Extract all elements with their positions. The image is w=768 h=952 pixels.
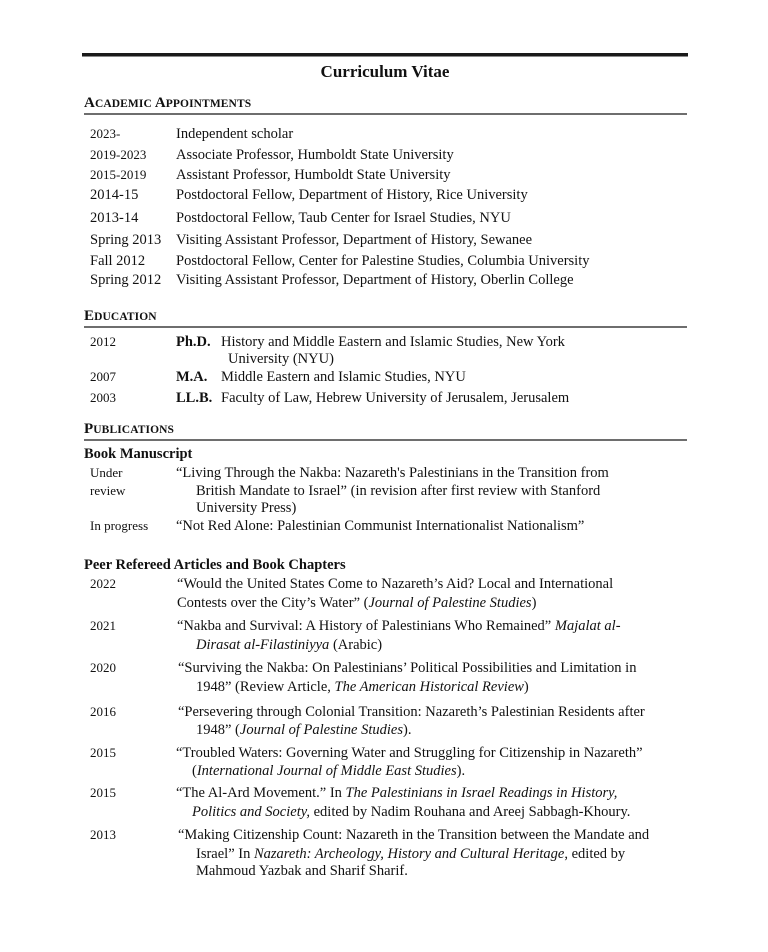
cv-page: Curriculum Vitae ACADEMIC APPOINTMENTS 2023- Independent scholar 2019-2023 Associate Professor, Humboldt State University 2015-2019 Assistant Professor, Humboldt State University 2014-15 Postdoctoral Fellow, Department of History, Rice University 2013-14 Postdoctoral Fellow, Taub Center for Israel Studies, NYU Spring 2013 Visiting Assistant Professor, Department of History, Sewanee Fall 2012 Postdoctoral Fellow, Center for Palestine Studies, Columbia University Spring 2012 Visiting Assistant Professor, Department of History, Oberlin College EDUCATION 2012 Ph.D. History and Middle Eastern and Islamic Studies, New York University (NYU) 2007 M.A. Middle Eastern and Islamic Studies, NYU 2003 LL.B. Faculty of Law, Hebrew University of Jerusalem, Jerusalem PUBLICATIONS Book Manuscript Under “Living Through the Nakba: Nazareth's Palestinians in the Transition from review British Mandate to Israel” (in revision after first review with Stanford University Press) In progress “Not Red Alone: Palestinian Communist Internationalist Nationalism” Peer Refereed Articles and Book Chapters 2022 “Would the United States Come to Nazareth’s Aid? Local and International Contests over the City’s Water” (Journal of Palestine Studies) 2021 “Nakba and Survival: A History of Palestinians Who Remained” Majalat al- Dirasat al-Filastiniyya (Arabic) 2020 “Surviving the Nakba: On Palestinians’ Political Possibilities and Limitation in 1948” (Review Article, The American Historical Review) 2016 “Persevering through Colonial Transition: Nazareth’s Palestinian Residents after 1948” (Journal of Palestine Studies). 2015 “Troubled Waters: Governing Water and Struggling for Citizenship in Nazareth” (International Journal of Middle East Studies). 2015 “The Al-Ard Movement.” In The Palestinians in Israel Readings in History, Politics and Society, edited by Nadim Rouhana and Areej Sabbagh-Khoury. 2013 “Making Citizenship Count: Nazareth in the Transition between the Mandate and Israel” In Nazareth: Archeology, History and Cultural Heritage, edited by Mahmoud Yazbak and Sharif Sharif. xyxy=(0,0,768,952)
subheading-book-manuscript: Book Manuscript xyxy=(84,446,193,462)
book-title: Politics and Society, xyxy=(192,804,310,820)
journal-title: International Journal of Middle East Studies xyxy=(196,763,457,779)
journal-title: Majalat al- xyxy=(554,618,621,634)
section-heading-publications: PUBLICATIONS xyxy=(84,420,687,441)
journal-title: Journal of Palestine Studies xyxy=(239,722,403,738)
journal-title: The American Historical Review xyxy=(334,679,524,695)
subheading-peer-refereed: Peer Refereed Articles and Book Chapters xyxy=(84,557,346,573)
page-title: Curriculum Vitae xyxy=(320,62,450,81)
degree-label: M.A. xyxy=(176,369,208,385)
section-heading-academic-appointments: ACADEMIC APPOINTMENTS xyxy=(84,94,687,115)
book-title: Nazareth: Archeology, History and Cultural Heritage xyxy=(253,846,565,862)
degree-label: LL.B. xyxy=(176,390,213,406)
section-heading-education: EDUCATION xyxy=(84,307,687,328)
degree-label: Ph.D. xyxy=(176,334,211,350)
book-title: The Palestinians in Israel Readings in History, xyxy=(345,785,618,801)
top-double-rule xyxy=(82,53,688,57)
journal-title: Dirasat al-Filastiniyya xyxy=(196,637,330,653)
journal-title: Journal of Palestine Studies xyxy=(368,595,532,611)
